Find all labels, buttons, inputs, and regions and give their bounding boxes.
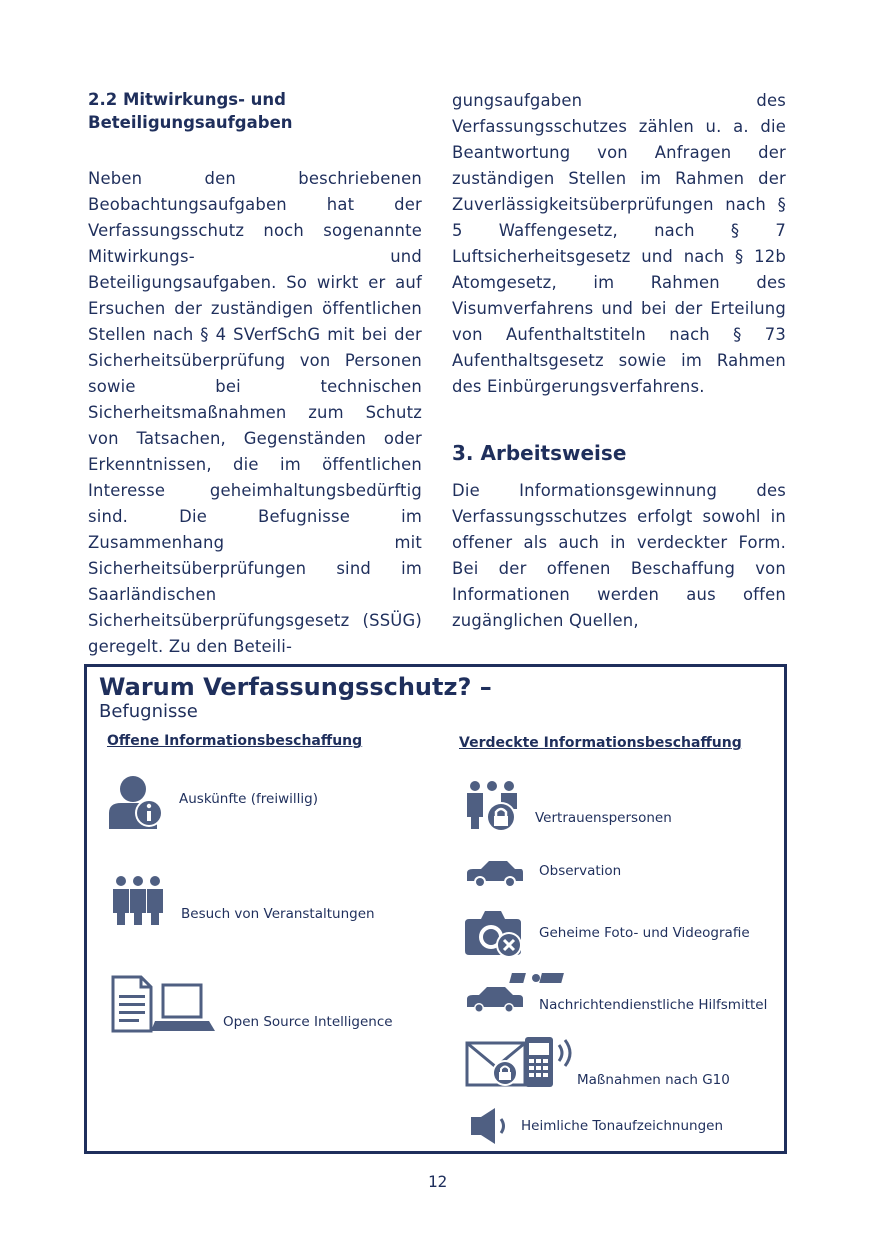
open-item	[107, 773, 318, 831]
page-number: 12	[427, 1172, 448, 1191]
body-paragraph: Neben den beschriebenen Beobachtungsaufgaben hat der Verfassungsschutz noch sogenannte Mitwirkungs- und Beteiligungsaufgaben. So wirkt er auf Ersuchen der zuständigen öffentlichen Stellen nach § 4 SVerfSchG mit bei der Sicherheitsüberprüfung von Personen sowie bei technischen Sicherheitsmaßnahmen zum Schutz von Tatsachen, Gegenständen oder Erkenntnissen, die im öffentlichen Interesse geheimhaltungsbedürftig sind. Die Befugnisse im Zusammenhang mit Sicherheitsüberprüfungen sind im Saarländischen Sicherheitsüberprüfungsgesetz (SSÜG) geregelt. Zu den Beteili-	[88, 169, 422, 656]
open-item-label: Open Source Intelligence	[223, 1014, 393, 1030]
document-laptop-icon	[111, 975, 215, 1035]
open-item	[111, 873, 375, 927]
covert-collection-heading: Verdeckte Informationsbeschaffung	[459, 735, 742, 751]
section-heading-3: 3. Arbeitsweise	[452, 441, 627, 465]
car-icon	[465, 859, 525, 889]
infobox-title: Warum Verfassungsschutz? –	[99, 673, 492, 701]
right-column	[452, 88, 786, 634]
infobox-subtitle: Befugnisse	[99, 701, 198, 722]
covert-item	[465, 1035, 730, 1089]
covert-item-label: Nachrichtendienstliche Hilfsmittel	[539, 997, 768, 1013]
covert-item	[465, 859, 621, 889]
open-item-label: Besuch von Veranstaltungen	[181, 906, 375, 922]
people-group-icon	[111, 873, 165, 927]
people-lock-icon	[465, 779, 521, 833]
covert-item	[469, 1107, 723, 1145]
covert-item	[465, 907, 750, 959]
covert-item-label: Maßnahmen nach G10	[577, 1072, 730, 1088]
body-paragraph: gungsaufgaben des Verfassungsschutzes zählen u. a. die Beantwortung von Anfragen der zuständigen Stellen im Rahmen der Zuverlässigkeitsüberprüfungen nach § 5 Waffengesetz, nach § 7 Luftsicherheitsgesetz und nach § 12b Atomgesetz, im Rahmen des Visumverfahrens und bei der Erteilung von Aufenthaltstiteln nach § 73 Aufenthaltsgesetz sowie im Rahmen des Einbürgerungsverfahrens.	[452, 91, 786, 396]
body-paragraph: Die Informationsgewinnung des Verfassungsschutzes erfolgt sowohl in offener als auch in verdeckter Form. Bei der offenen Beschaffung von Informationen werden aus offen zugänglichen Quellen,	[452, 481, 786, 630]
covert-item-label: Geheime Foto- und Videografie	[539, 925, 750, 941]
covert-item-label: Observation	[539, 863, 622, 879]
open-item-label: Auskünfte (freiwillig)	[179, 791, 318, 807]
covert-item-label: Vertrauenspersonen	[535, 810, 672, 826]
speaker-icon	[469, 1107, 513, 1145]
befugnisse-infobox	[84, 664, 787, 1154]
person-info-icon	[107, 773, 167, 831]
camera-blocked-icon	[465, 907, 525, 959]
mail-phone-lock-icon	[465, 1035, 579, 1089]
open-collection-heading: Offene Informationsbeschaffung	[107, 733, 363, 749]
section-heading-2-2: 2.2 Mitwirkungs- und Beteiligungsaufgaben	[88, 90, 293, 132]
left-column	[88, 88, 422, 660]
covert-item	[465, 969, 767, 1013]
open-item	[111, 975, 393, 1035]
covert-item	[465, 779, 672, 833]
covert-item-label: Heimliche Tonaufzeichnungen	[521, 1118, 724, 1134]
